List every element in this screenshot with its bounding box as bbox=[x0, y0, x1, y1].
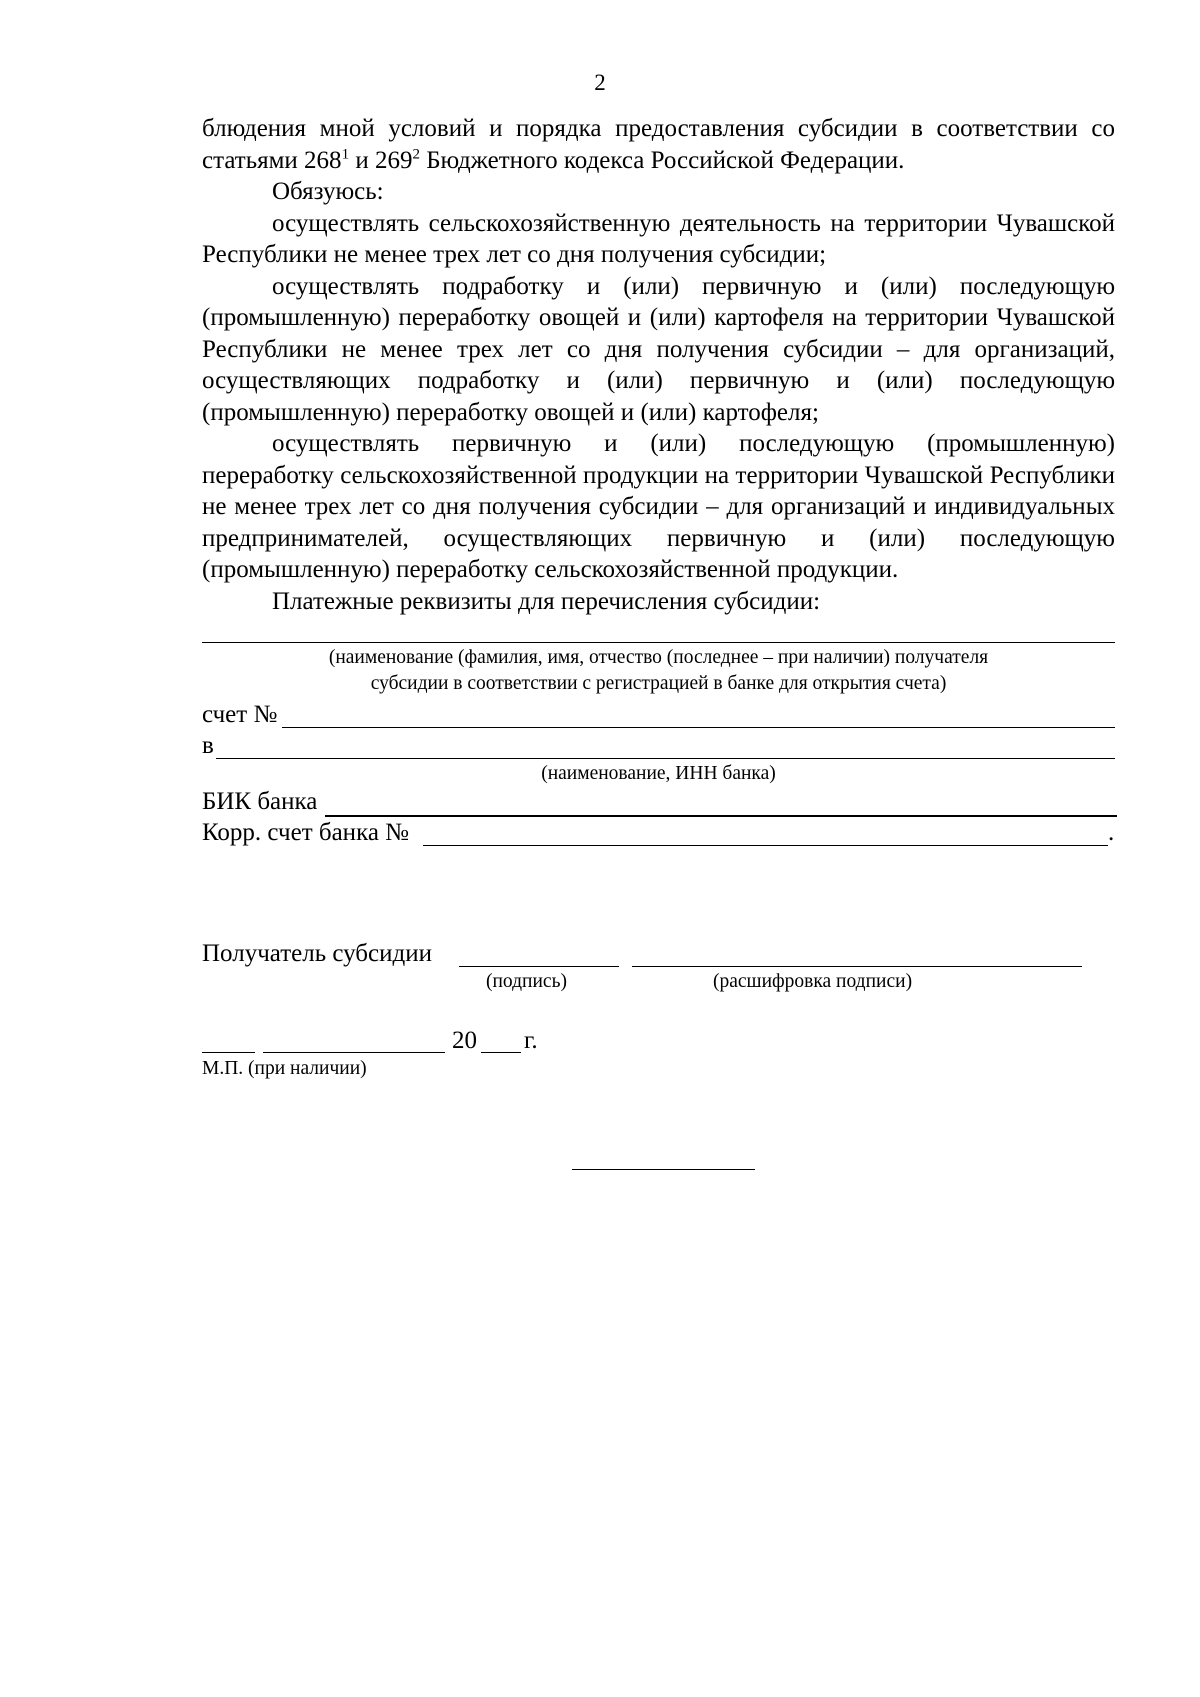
paragraph-obligation-agriculture: осуществлять сельскохозяйственную деятельность на территории Чувашской Республики не менее трех лет со дня получения субсидии; bbox=[202, 209, 1115, 268]
date-year-line[interactable] bbox=[481, 1052, 521, 1053]
recipient-name-caption-1: (наименование (фамилия, имя, отчество (последнее – при наличии) получателя bbox=[328, 647, 989, 668]
bik-line[interactable] bbox=[325, 815, 1117, 817]
signature-line[interactable] bbox=[459, 966, 619, 967]
paragraph-budget-code: блюдения мной условий и порядка предоставления субсидии в соответствии со статьями $268^1$ и $269^2$ Бюджетного кодекса Российской Федерации. bbox=[202, 115, 1115, 174]
account-number-line[interactable] bbox=[282, 727, 1115, 728]
end-divider bbox=[572, 1169, 755, 1170]
date-day-line[interactable] bbox=[202, 1052, 255, 1053]
bank-name-caption: (наименование, ИНН банка) bbox=[541, 763, 776, 784]
document-body bbox=[202, 113, 1115, 617]
signature-decoding-line[interactable] bbox=[632, 966, 1082, 967]
date-year-suffix: г. bbox=[524, 1027, 538, 1054]
paragraph-obligation-heading: Обязуюсь: bbox=[272, 178, 384, 205]
corr-account-end: . bbox=[1108, 819, 1115, 846]
page-number: 2 bbox=[594, 70, 606, 95]
paragraph-payment-details: Платежные реквизиты для перечисления субсидии: bbox=[272, 587, 821, 615]
signature-caption: (подпись) bbox=[486, 971, 567, 992]
bik-label: БИК банка bbox=[202, 788, 318, 815]
footnote-marker-2: 2 bbox=[412, 146, 420, 163]
stamp-label: М.П. (при наличии) bbox=[202, 1058, 367, 1079]
account-number-label: счет № bbox=[202, 701, 278, 728]
recipient-name-line[interactable] bbox=[202, 642, 1115, 643]
signature-decoding-caption: (расшифровка подписи) bbox=[713, 971, 913, 992]
date-month-line[interactable] bbox=[263, 1052, 445, 1053]
corr-account-label: Корр. счет банка № bbox=[202, 819, 410, 846]
recipient-label: Получатель субсидии bbox=[202, 940, 432, 967]
date-year-prefix: 20 bbox=[452, 1027, 477, 1054]
bank-name-line[interactable] bbox=[216, 758, 1115, 759]
recipient-name-caption-2: субсидии в соответствии с регистрацией в банке для открытия счета) bbox=[370, 673, 947, 694]
corr-account-line[interactable] bbox=[423, 845, 1108, 846]
paragraph-obligation-vegetables: осуществлять подработку и (или) первичную и (или) последующую (промышленную) переработку овощей и (или) картофеля на территории Чувашской Республики не менее трех лет со дня получения субсидии – для организаций, осуществляющих подработку и (или) первичную и (или) последующую (промышленную) переработку овощей и (или) картофеля; bbox=[202, 272, 1115, 426]
paragraph-obligation-processing: осуществлять первичную и (или) последующую (промышленную) переработку сельскохозяйственной продукции на территории Чувашской Республики не менее трех лет со дня получения субсидии – для организаций и индивидуальных предпринимателей, осуществляющих первичную и (или) последующую (промышленную) переработку сельскохозяйственной продукции. bbox=[202, 430, 1115, 583]
footnote-marker-1: 1 bbox=[341, 146, 350, 163]
bank-name-label: в bbox=[202, 732, 214, 759]
